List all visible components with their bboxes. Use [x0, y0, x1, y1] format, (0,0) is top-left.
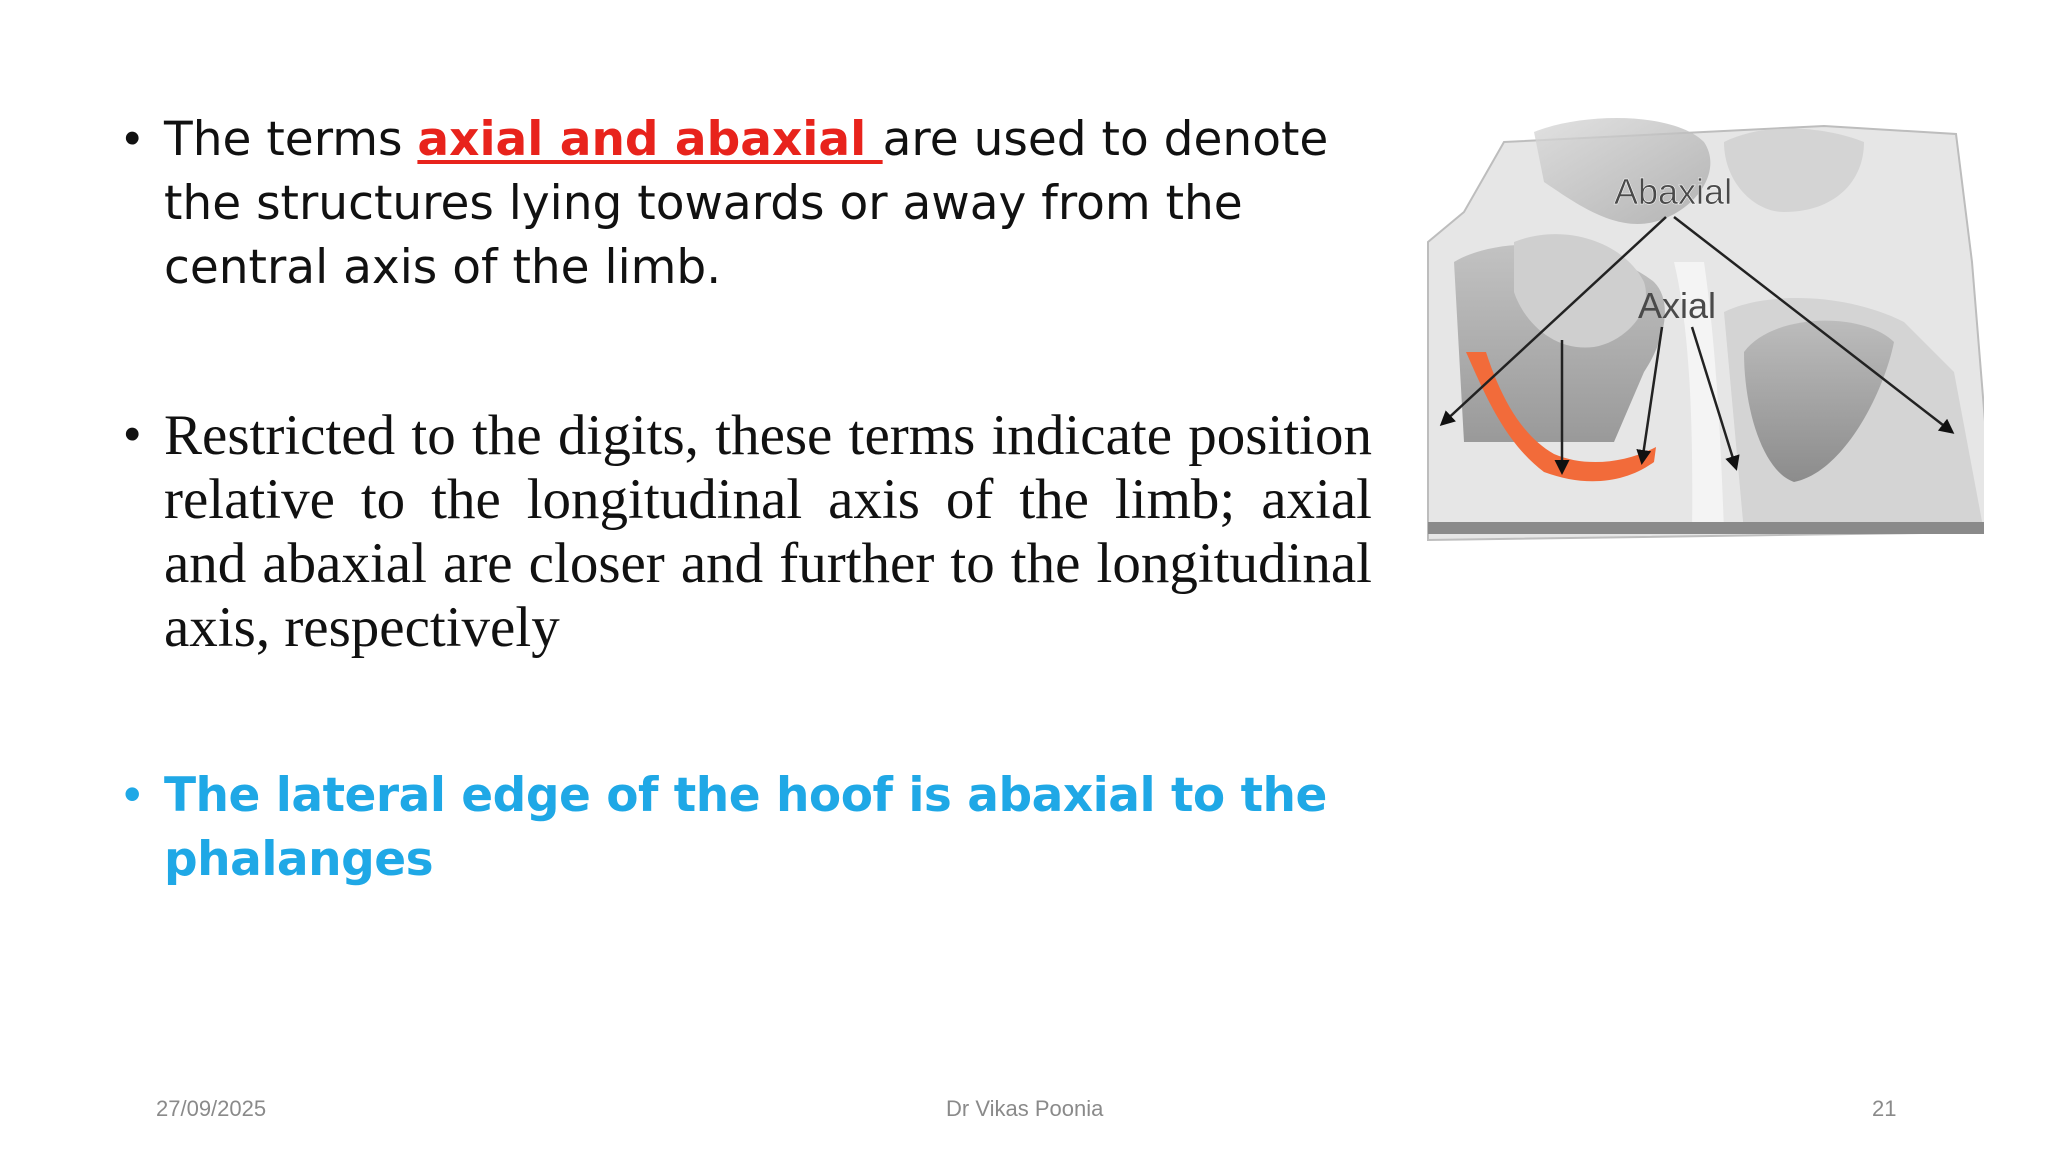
highlighted-term: axial and abaxial	[417, 112, 883, 167]
bullet-dot: •	[124, 767, 140, 820]
bullet-text: The lateral edge of the hoof is abaxial to the phalanges	[164, 768, 1327, 887]
footer-author: Dr Vikas Poonia	[946, 1096, 1104, 1121]
bullet-text: Restricted to the digits, these terms indicate position relative to the longitudinal axis of the limb; axial and abaxial are closer and further to the longitudinal axis, respectively	[164, 404, 1372, 659]
bullet-dot: •	[124, 111, 141, 164]
bullet-dot: •	[124, 407, 141, 460]
label-abaxial: Abaxial	[1614, 171, 1733, 212]
footer-date: 27/09/2025	[156, 1096, 267, 1121]
bullet-hoof-example	[124, 764, 1372, 892]
footer-page-number: 21	[1872, 1096, 1897, 1121]
bullet-axial-abaxial-definition	[124, 108, 1372, 300]
label-axial: Axial	[1638, 285, 1717, 326]
bullet-digits-explanation	[124, 404, 1372, 660]
bullet-text-suffix: are used to denote the structures lying towards or away from the central axis of the limb.	[164, 112, 1329, 295]
bullet-list	[124, 108, 1372, 892]
ground-line	[1428, 522, 1984, 534]
bullet-text-prefix: The terms	[164, 112, 418, 167]
hoof-axis-diagram	[1424, 112, 1984, 552]
